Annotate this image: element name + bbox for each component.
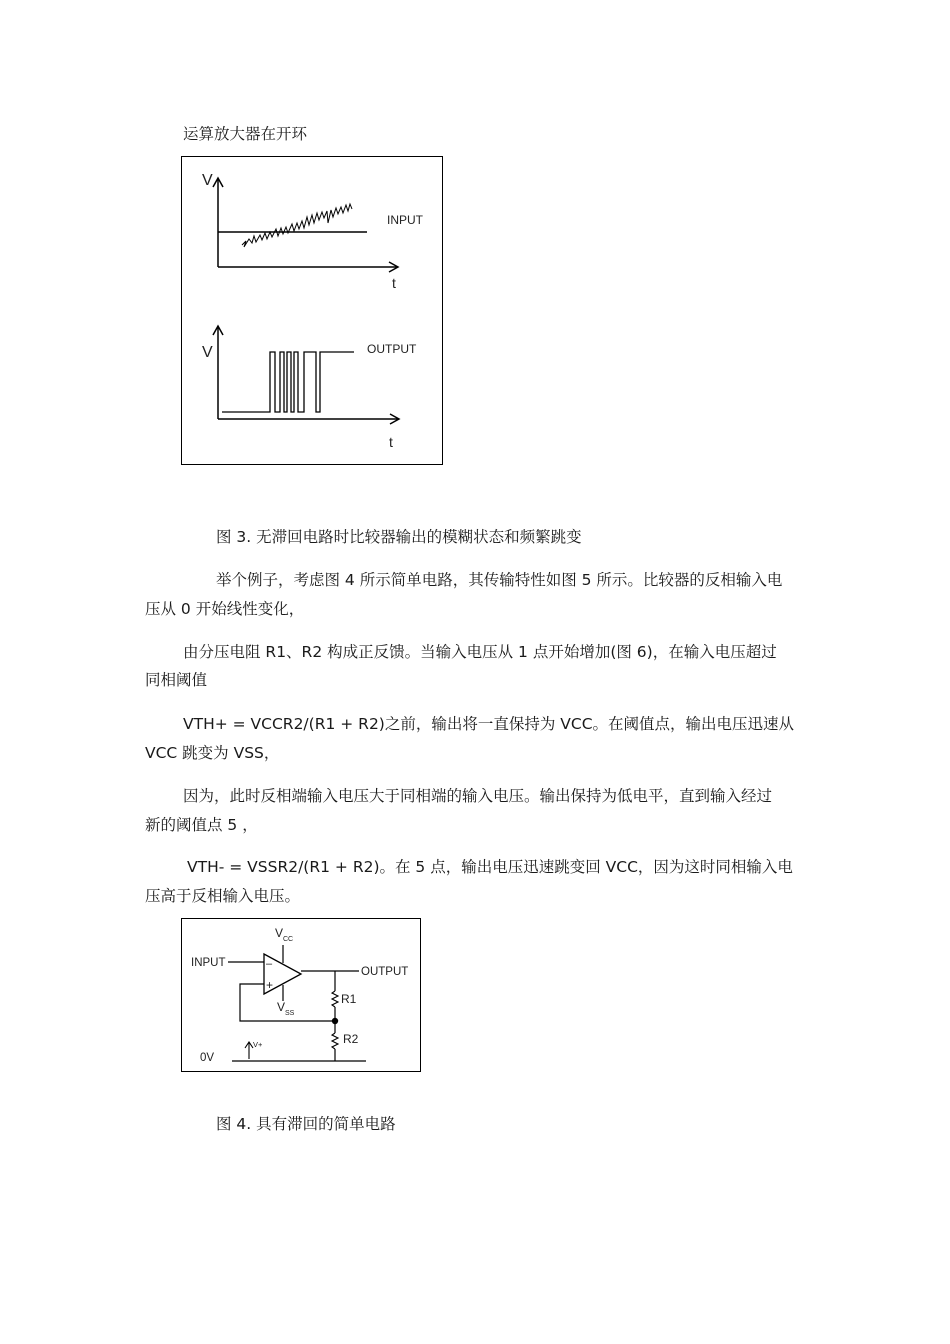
input-plot: [202, 172, 424, 291]
paragraph-3-line-1: VTH+ = VCCR2/(R1 + R2)之前，输出将一直保持为 VCC。在阈值点，输出电压迅速从: [183, 715, 795, 733]
input-v-label: V: [202, 172, 213, 189]
noisy-input-waveform: [242, 204, 352, 247]
r1-label: R1: [341, 992, 357, 1006]
paragraph-3-line-2: VCC 跳变为 VSS，: [145, 744, 280, 762]
output-terminal-label: OUTPUT: [361, 966, 409, 978]
r2-resistor: [332, 1033, 338, 1049]
output-label: OUTPUT: [367, 342, 417, 356]
vss-label: V: [277, 1000, 286, 1014]
output-v-label: V: [202, 344, 213, 361]
ground-label: 0V: [200, 1052, 215, 1064]
paragraph-2-line-2: 同相阈值: [145, 671, 208, 689]
vss-subscript: SS: [285, 1010, 295, 1017]
r2-label: R2: [343, 1032, 359, 1046]
op-amp-plus: +: [266, 978, 274, 992]
vcc-label: V: [275, 926, 284, 940]
r1-resistor: [332, 991, 338, 1007]
paragraph-5-line-1: VTH- = VSSR2/(R1 + R2)。在 5 点，输出电压迅速跳变回 VCC，因为这时同相输入电: [187, 858, 793, 876]
intro-text: 运算放大器在开环: [183, 125, 308, 143]
paragraph-5-line-2: 压高于反相输入电压。: [145, 887, 301, 905]
figure-3-caption: 图 3. 无滞回电路时比较器输出的模糊状态和频繁跳变: [216, 528, 582, 546]
paragraph-1-line-2: 压从 0 开始线性变化，: [145, 600, 305, 618]
input-t-label: t: [392, 275, 396, 291]
input-terminal-label: INPUT: [191, 957, 226, 969]
op-amp-minus: –: [266, 958, 273, 970]
output-t-label: t: [389, 434, 393, 450]
vcc-subscript: CC: [283, 936, 294, 943]
input-label: INPUT: [387, 213, 423, 227]
paragraph-1-line-1: 举个例子，考虑图 4 所示简单电路，其传输特性如图 5 所示。比较器的反相输入电: [216, 571, 783, 589]
paragraph-4-line-1: 因为，此时反相端输入电压大于同相端的输入电压。输出保持为低电平，直到输入经过: [183, 787, 773, 805]
figure-3: [181, 156, 443, 465]
paragraph-2-line-1: 由分压电阻 R1、R2 构成正反馈。当输入电压从 1 点开始增加(图 6)，在输入电压超过: [183, 643, 777, 661]
output-waveform: [222, 352, 354, 412]
figure-3-diagram: [182, 157, 442, 464]
figure-4-schematic: [182, 919, 420, 1071]
vplus-label: V+: [253, 1040, 263, 1049]
figure-4-caption: 图 4. 具有滞回的简单电路: [216, 1115, 396, 1133]
paragraph-4-line-2: 新的阈值点 5 ，: [145, 816, 258, 834]
output-plot: [202, 326, 417, 450]
figure-4: [181, 918, 421, 1072]
